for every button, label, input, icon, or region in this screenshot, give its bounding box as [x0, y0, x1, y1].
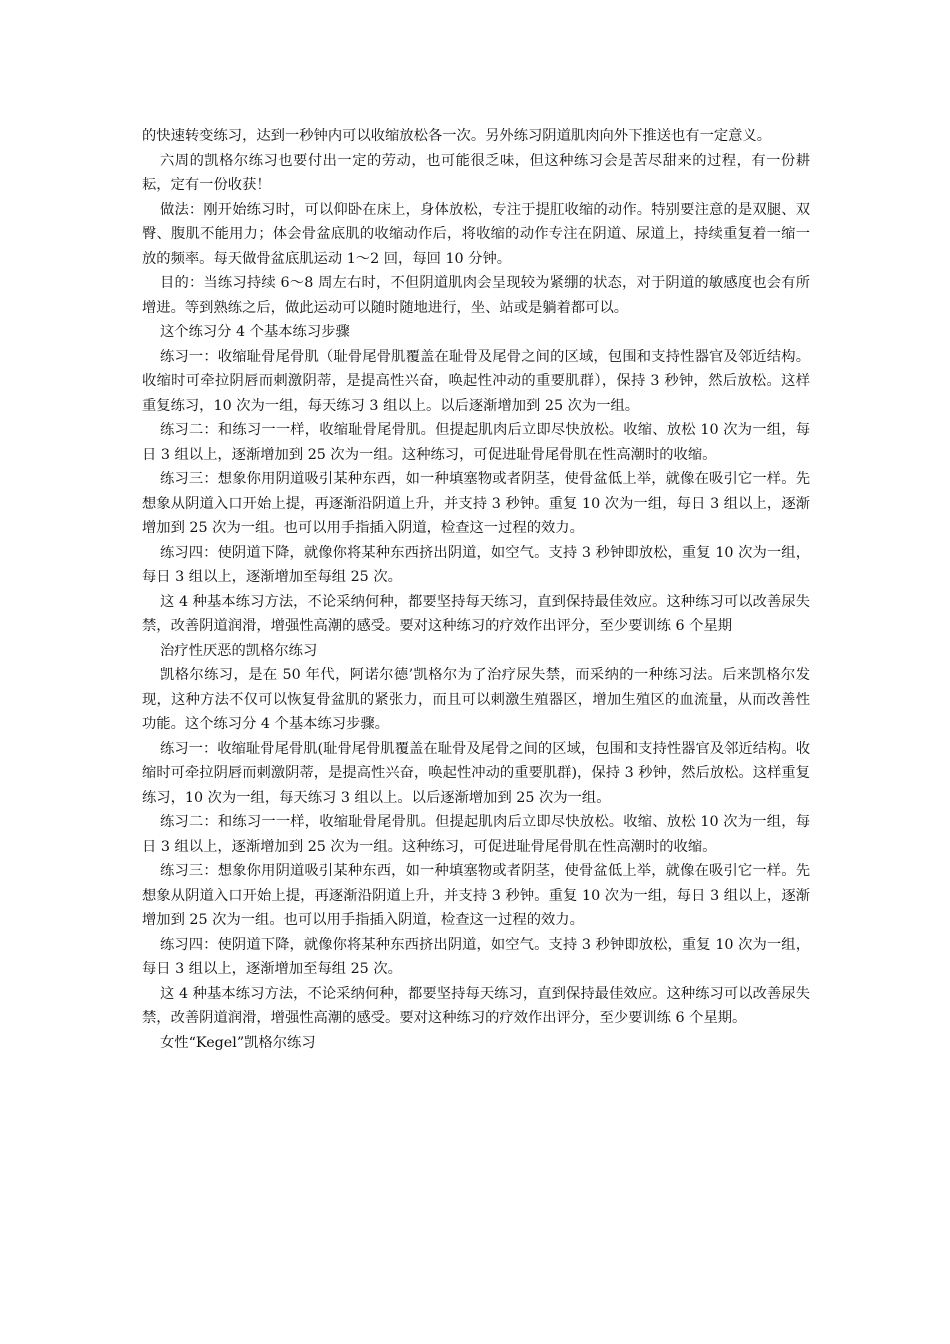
paragraph-exercise-2: 练习二：和练习一一样，收缩耻骨尾骨肌。但提起肌肉后立即尽快放松。收缩、放松 10 次为一组，每日 3 组以上，逐渐增加到 25 次为一组。这种练习，可促进耻骨尾骨肌在性高潮时的收缩。	[142, 422, 810, 463]
section-heading-female-kegel: 女性“Kegel”凯格尔练习	[160, 1034, 316, 1051]
paragraph-exercise-2-repeat: 练习二：和练习一一样，收缩耻骨尾骨肌。但提起肌肉后立即尽快放松。收缩、放松 10 次为一组，每日 3 组以上，逐渐增加到 25 次为一组。这种练习，可促进耻骨尾骨肌在性高潮时的收缩。	[142, 814, 810, 855]
paragraph-exercise-3: 练习三：想象你用阴道吸引某种东西，如一种填塞物或者阴茎，使骨盆低上举，就像在吸引它一样。先想象从阴道入口开始上提，再逐渐沿阴道上升，并支持 3 秒钟。重复 10 次为一组，每日 3 组以上，逐渐增加到 25 次为一组。也可以用手指插入阴道，检查这一过程的效力。	[142, 471, 810, 536]
paragraph-method: 做法：刚开始练习时，可以仰卧在床上，身体放松，专注于提肛收缩的动作。特别要注意的是双腿、双臀、腹肌不能用力；体会骨盆底肌的收缩动作后，将收缩的动作专注在阴道、尿道上，持续重复着一缩一放的频率。每天做骨盆底肌运动 1～2 回，每回 10 分钟。	[142, 201, 810, 267]
paragraph-kegel-history: 凯格尔练习，是在 50 年代，阿诺尔德’凯格尔为了治疗尿失禁，而采纳的一种练习法。后来凯格尔发现，这种方法不仅可以恢复骨盆肌的紧张力，而且可以刺激生殖器区，增加生殖区的血流量，从而改善性功能。这个练习分 4 个基本练习步骤。	[142, 667, 810, 732]
paragraph-exercise-4: 练习四：使阴道下降，就像你将某种东西挤出阴道，如空气。支持 3 秒钟即放松，重复 10 次为一组，每日 3 组以上，逐渐增加至每组 25 次。	[142, 544, 810, 585]
paragraph-summary-repeat: 这 4 种基本练习方法，不论采纳何种，都要坚持每天练习，直到保持最佳效应。这种练习可以改善尿失禁，改善阴道润滑，增强性高潮的感受。要对这种练习的疗效作出评分，至少要训练 6 个星期。	[142, 985, 810, 1026]
paragraph-exercise-1: 练习一：收缩耻骨尾骨肌（耻骨尾骨肌覆盖在耻骨及尾骨之间的区域，包围和支持性器官及邻近结构。收缩时可牵拉阴唇而刺激阴蒂，是提高性兴奋，唤起性冲动的重要肌群），保持 3 秒钟，然后放松。这样重复练习，10 次为一组，每天练习 3 组以上。以后逐渐增加到 25 次为一组。	[142, 348, 810, 414]
paragraph-exercise-1-repeat: 练习一：收缩耻骨尾骨肌(耻骨尾骨肌覆盖在耻骨及尾骨之间的区域，包围和支持性器官及邻近结构。收缩时可牵拉阴唇而刺激阴蒂，是提高性兴奋，唤起性冲动的重要肌群)，保持 3 秒钟，然后放松。这样重复练习，10 次为一组，每天练习 3 组以上。以后逐渐增加到 25 次为一组。	[142, 740, 810, 806]
paragraph-steps-intro: 这个练习分 4 个基本练习步骤	[160, 324, 350, 340]
paragraph-exercise-3-repeat: 练习三：想象你用阴道吸引某种东西，如一种填塞物或者阴茎，使骨盆低上举，就像在吸引它一样。先想象从阴道入口开始上提，再逐渐沿阴道上升，并支持 3 秒钟。重复 10 次为一组，每日 3 组以上，逐渐增加到 25 次为一组。也可以用手指插入阴道，检查这一过程的效力。	[142, 863, 810, 928]
paragraph-purpose: 目的：当练习持续 6～8 周左右时，不但阴道肌肉会呈现较为紧绷的状态，对于阴道的敏感度也会有所增进。等到熟练之后，做此运动可以随时随地进行，坐、站或是躺着都可以。	[142, 275, 810, 316]
section-heading-aversion: 治疗性厌恶的凯格尔练习	[160, 642, 318, 659]
paragraph-continuation: 的快速转变练习，达到一秒钟内可以收缩放松各一次。另外练习阴道肌肉向外下推送也有一定意义。	[142, 128, 772, 144]
paragraph-six-weeks: 六周的凯格尔练习也要付出一定的劳动，也可能很乏味，但这种练习会是苦尽甜来的过程，有一份耕耘，定有一份收获！	[142, 152, 810, 193]
paragraph-exercise-4-repeat: 练习四：使阴道下降，就像你将某种东西挤出阴道，如空气。支持 3 秒钟即放松，重复 10 次为一组，每日 3 组以上，逐渐增加至每组 25 次。	[142, 936, 810, 977]
paragraph-summary: 这 4 种基本练习方法，不论采纳何种，都要坚持每天练习，直到保持最佳效应。这种练习可以改善尿失禁，改善阴道润滑，增强性高潮的感受。要对这种练习的疗效作出评分，至少要训练 6 个星期	[142, 593, 810, 634]
document-page	[142, 124, 810, 1055]
